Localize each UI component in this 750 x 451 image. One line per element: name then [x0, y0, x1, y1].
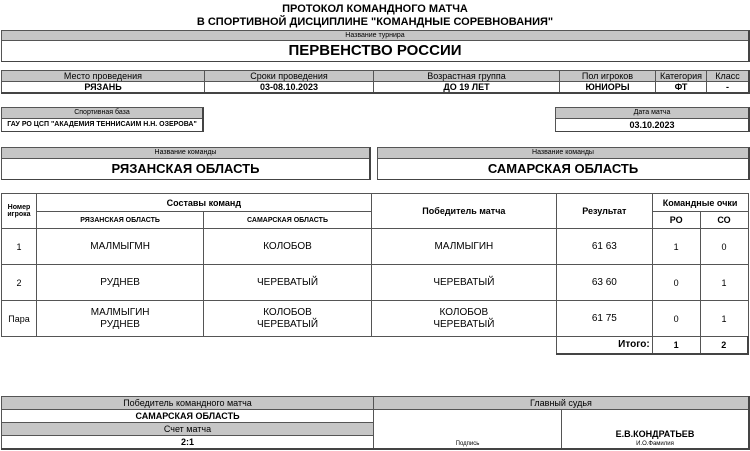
team1-pair-player-1: МАЛМЫГИН [90, 306, 150, 318]
total-ro: 1 [652, 337, 700, 354]
match-row-2 [2, 265, 749, 301]
category-value: ФТ [656, 82, 707, 94]
totals-row [2, 337, 749, 354]
match-date-box [555, 107, 750, 132]
venue-value: РЯЗАНЬ [2, 82, 205, 94]
judge-name: Е.В.КОНДРАТЬЕВ [615, 429, 695, 439]
result-header: Результат [557, 194, 653, 229]
match-row-1 [2, 229, 749, 265]
dates-label: Сроки проведения [205, 71, 374, 82]
team2-label: Название команды [378, 148, 748, 159]
event-info-table [1, 70, 750, 94]
co-points: 0 [700, 229, 748, 265]
team-match-winner-label: Победитель командного матча [2, 397, 374, 410]
team1-pair-player-2: РУДНЕВ [100, 318, 140, 330]
footer-table [1, 396, 750, 450]
tournament-box [1, 30, 750, 62]
player-number: 1 [2, 229, 37, 265]
protocol-title: ПРОТОКОЛ КОМАНДНОГО МАТЧА [282, 3, 468, 15]
match-result: 63 60 [557, 265, 653, 301]
match-row-doubles [2, 301, 749, 337]
match-winner-header: Победитель матча [371, 194, 556, 229]
tournament-name: ПЕРВЕНСТВО РОССИИ [2, 41, 748, 61]
team1-box [1, 147, 371, 180]
team2-box [377, 147, 750, 180]
winner-pair-player-2: ЧЕРЕВАТЫЙ [433, 318, 495, 330]
sports-base-label: Спортивная база [2, 108, 202, 119]
chief-judge-label: Главный судья [374, 397, 750, 410]
team-points-header: Командные очки [652, 194, 748, 212]
dates-value: 03-08.10.2023 [205, 82, 374, 94]
match-score-label: Счет матча [2, 423, 374, 436]
co-points-header: СО [700, 212, 748, 229]
gender-label: Пол игроков [560, 71, 656, 82]
team2-player: ЧЕРЕВАТЫЙ [204, 265, 371, 301]
team2-pair-player-1: КОЛОБОВ [263, 306, 312, 318]
team1-player: МАЛМЫГМН [36, 229, 203, 265]
team2-player: КОЛОБОВ [204, 229, 371, 265]
ro-points: 0 [652, 301, 700, 337]
match-table [1, 193, 749, 355]
judge-name-field [562, 410, 750, 450]
venue-label: Место проведения [2, 71, 205, 82]
ro-points: 1 [652, 229, 700, 265]
ro-points: 0 [652, 265, 700, 301]
gender-value: ЮНИОРЫ [560, 82, 656, 94]
match-date-label: Дата матча [556, 108, 748, 119]
team2-pair [204, 301, 371, 337]
rosters-header: Составы команд [36, 194, 371, 212]
category-label: Категория [656, 71, 707, 82]
team1-label: Название команды [2, 148, 369, 159]
sports-base-box [1, 107, 204, 132]
co-points: 1 [700, 301, 748, 337]
match-winner-pair [371, 301, 556, 337]
sports-base-value: ГАУ РО ЦСП "АКАДЕМИЯ ТЕННИСАИМ Н.Н. ОЗЕРОВА" [2, 119, 202, 131]
team1-roster-header: РЯЗАНСКАЯ ОБЛАСТЬ [36, 212, 203, 229]
team2-roster-header: САМАРСКАЯ ОБЛАСТЬ [204, 212, 371, 229]
match-winner: МАЛМЫГИН [371, 229, 556, 265]
class-value: - [707, 82, 750, 94]
player-number: Пара [2, 301, 37, 337]
protocol-subtitle: В СПОРТИВНОЙ ДИСЦИПЛИНЕ "КОМАНДНЫЕ СОРЕВНОВАНИЯ" [196, 16, 554, 28]
match-result: 61 63 [557, 229, 653, 265]
player-number: 2 [2, 265, 37, 301]
team2-name: САМАРСКАЯ ОБЛАСТЬ [378, 159, 748, 179]
age-group-label: Возрастная группа [374, 71, 560, 82]
match-result: 61 75 [557, 301, 653, 337]
judge-name-label: И.О.Фамилия [636, 441, 674, 447]
age-group-value: ДО 19 ЛЕТ [374, 82, 560, 94]
match-date-value: 03.10.2023 [556, 119, 748, 131]
ro-points-header: РО [652, 212, 700, 229]
total-co: 2 [700, 337, 748, 354]
signature-label: Подпись [455, 441, 480, 447]
total-label: Итого: [557, 337, 653, 354]
match-winner: ЧЕРЕВАТЫЙ [371, 265, 556, 301]
class-label: Класс [707, 71, 750, 82]
team1-name: РЯЗАНСКАЯ ОБЛАСТЬ [2, 159, 369, 179]
tournament-label: Название турнира [2, 31, 748, 41]
co-points: 1 [700, 265, 748, 301]
signature-field [374, 410, 562, 450]
team1-player: РУДНЕВ [36, 265, 203, 301]
winner-pair-player-1: КОЛОБОВ [439, 306, 489, 318]
match-score: 2:1 [2, 436, 374, 450]
team2-pair-player-2: ЧЕРЕВАТЫЙ [256, 318, 319, 330]
team-match-winner: САМАРСКАЯ ОБЛАСТЬ [2, 410, 374, 423]
team1-pair [36, 301, 203, 337]
player-number-header: Номер игрока [2, 194, 37, 229]
